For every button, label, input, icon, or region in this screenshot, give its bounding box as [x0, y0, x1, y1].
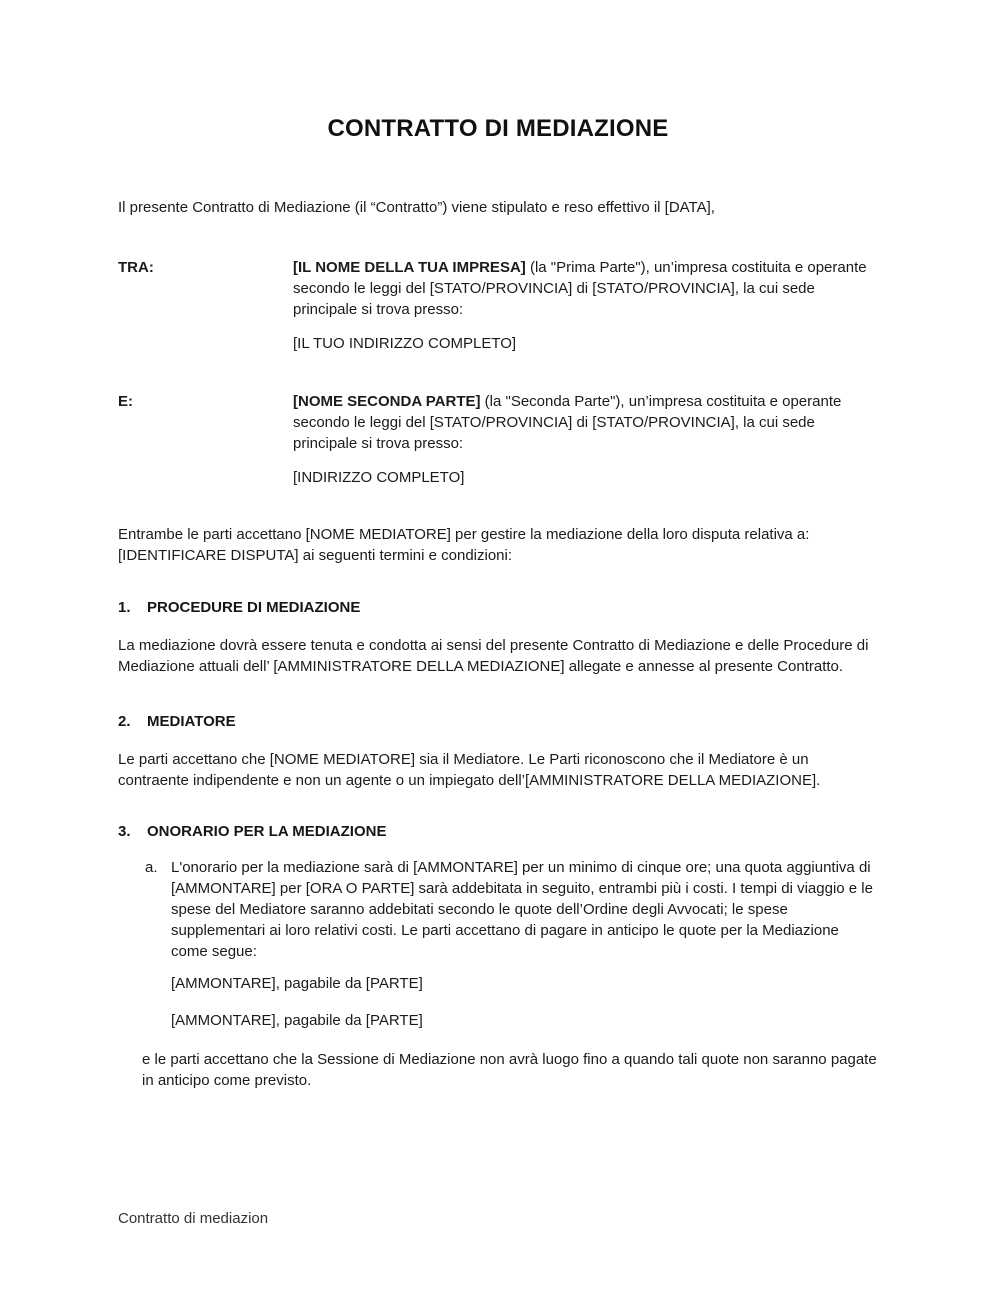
- party-description-second: [293, 391, 878, 454]
- party-label-tra: TRA:: [118, 259, 154, 276]
- section-heading-1: [118, 597, 878, 618]
- party-address-second: [INDIRIZZO COMPLETO]: [293, 469, 465, 486]
- party-description-text-first: (la "Prima Parte"), un’impresa costituita e operante secondo le leggi del [STATO/PROVINCIA] di [STATO/PROVINCIA], la cui sede principale si trova presso:: [293, 259, 867, 318]
- document-title: CONTRATTO DI MEDIAZIONE: [327, 115, 669, 142]
- party-content-first: [293, 257, 878, 354]
- party-description-first: [293, 257, 878, 320]
- party-description-text-second: (la "Seconda Parte"), un’impresa costituita e operante secondo le leggi del [STATO/PROVINCIA] di [STATO/PROVINCIA], la cui sede principale si trova presso:: [293, 393, 842, 452]
- section-number-2: 2.: [118, 713, 131, 730]
- payment-line-2: [AMMONTARE], pagabile da [PARTE]: [171, 1012, 423, 1029]
- section-title-3: ONORARIO PER LA MEDIAZIONE: [147, 823, 387, 840]
- section-body-2: Le parti accettano che [NOME MEDIATORE] sia il Mediatore. Le Parti riconoscono che il Mediatore è un contraente indipendente e non un agente o un impiegato dell’[AMMINISTRATORE DELLA MEDIAZIONE].: [118, 751, 821, 789]
- acceptance-paragraph: Entrambe le parti accettano [NOME MEDIATORE] per gestire la mediazione della loro disputa relativa a: [IDENTIFICARE DISPUTA] ai seguenti termini e condizioni:: [118, 526, 810, 564]
- party-content-second: [293, 391, 878, 488]
- party-block-second: [118, 391, 878, 488]
- fee-closing-paragraph: e le parti accettano che la Sessione di Mediazione non avrà luogo fino a quando tali quote non saranno pagate in anticipo come previsto.: [142, 1051, 877, 1089]
- party-name-second: [NOME SECONDA PARTE]: [293, 393, 481, 410]
- list-marker-a: a.: [145, 859, 158, 876]
- payment-line-1: [AMMONTARE], pagabile da [PARTE]: [171, 975, 423, 992]
- intro-paragraph: Il presente Contratto di Mediazione (il “Contratto”) viene stipulato e reso effettivo il [DATA],: [118, 199, 715, 216]
- section-title-2: MEDIATORE: [147, 713, 236, 730]
- section-heading-2: [118, 711, 878, 732]
- fee-list-item-text: L'onorario per la mediazione sarà di [AMMONTARE] per un minimo di cinque ore; una quota aggiuntiva di [AMMONTARE] per [ORA O PARTE] sarà addebitata in seguito, entrambi più i costi. I tempi di viaggio e le spese del Mediatore saranno addebitati secondo le quote dell’Ordine degli Avvocati; le spese supplementari ai loro relativi costi. Le parti accettano di pagare in anticipo le quote per la Mediazione come segue:: [171, 859, 873, 960]
- party-address-first: [IL TUO INDIRIZZO COMPLETO]: [293, 335, 517, 352]
- fee-list-item: [145, 857, 878, 962]
- page-footer-title: Contratto di mediazion: [118, 1210, 269, 1227]
- section-title-1: PROCEDURE DI MEDIAZIONE: [147, 599, 361, 616]
- section-number-3: 3.: [118, 823, 131, 840]
- party-name-first: [IL NOME DELLA TUA IMPRESA]: [293, 259, 526, 276]
- party-label-e: E:: [118, 393, 133, 410]
- party-block-first: [118, 257, 878, 354]
- section-number-1: 1.: [118, 599, 131, 616]
- section-body-1: La mediazione dovrà essere tenuta e condotta ai sensi del presente Contratto di Mediazione e delle Procedure di Mediazione attuali dell’ [AMMINISTRATORE DELLA MEDIAZIONE] allegate e annesse al presente Contratto.: [118, 637, 869, 675]
- section-heading-3: [118, 821, 878, 842]
